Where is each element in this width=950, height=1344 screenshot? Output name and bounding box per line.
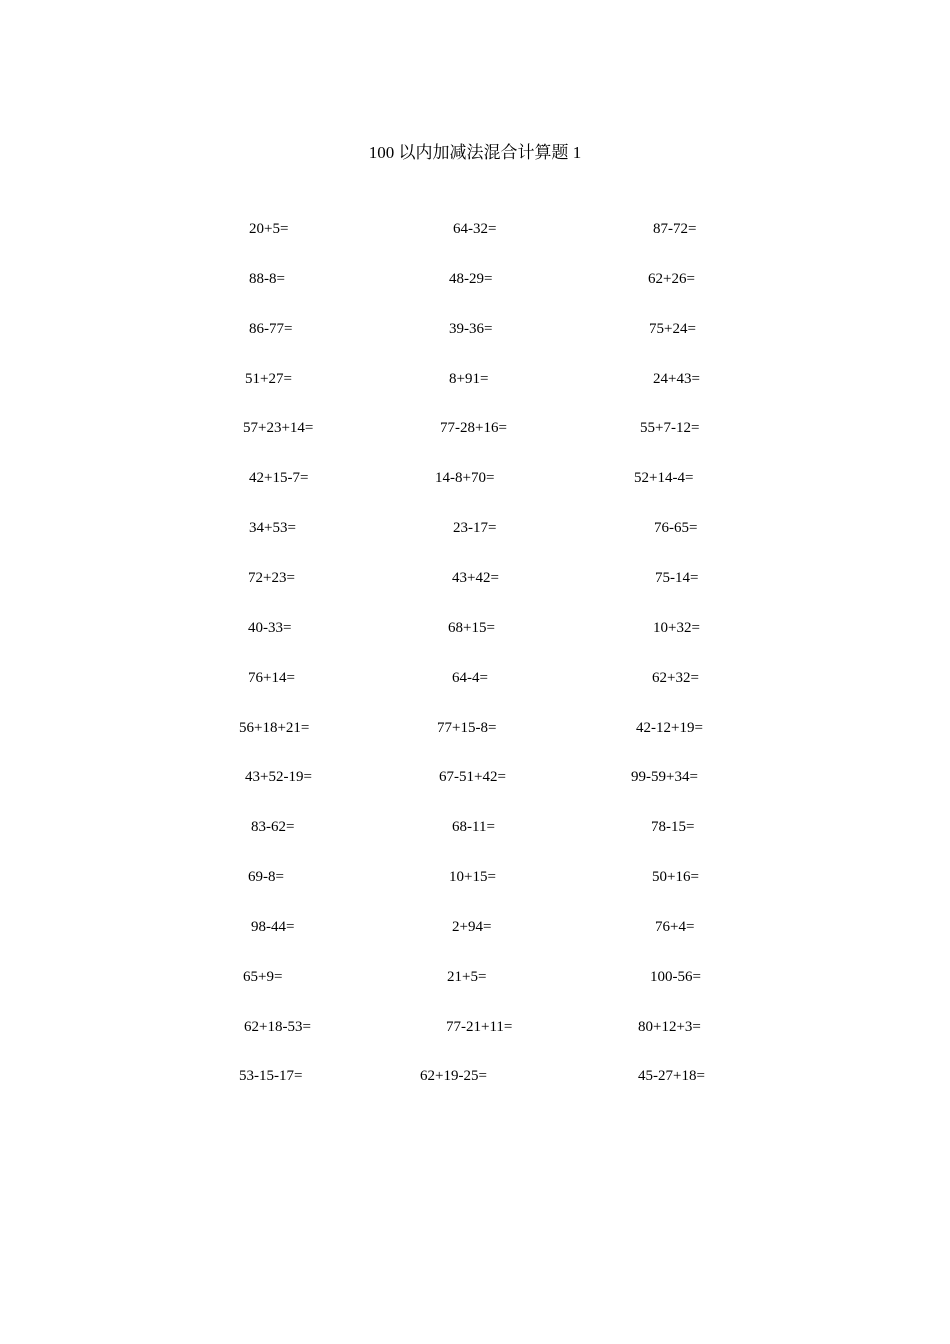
math-problem: 75-14= xyxy=(655,570,699,586)
math-problem: 68+15= xyxy=(448,620,495,636)
math-problem: 75+24= xyxy=(649,321,696,337)
math-problem: 72+23= xyxy=(248,570,295,586)
math-problem: 68-11= xyxy=(452,819,495,835)
math-problem: 64-32= xyxy=(453,221,497,237)
math-problem: 39-36= xyxy=(449,321,493,337)
math-problem: 10+32= xyxy=(653,620,700,636)
math-problem: 88-8= xyxy=(249,271,285,287)
math-problem: 14-8+70= xyxy=(435,470,495,486)
math-problem: 62+19-25= xyxy=(420,1068,487,1084)
math-problem: 50+16= xyxy=(652,869,699,885)
math-problem: 20+5= xyxy=(249,221,289,237)
math-problem: 76+4= xyxy=(655,919,695,935)
page-title: 100 以内加减法混合计算题 1 xyxy=(368,143,582,162)
math-problem: 77+15-8= xyxy=(437,720,497,736)
math-problem: 52+14-4= xyxy=(634,470,694,486)
math-problem: 77-21+11= xyxy=(446,1019,513,1035)
math-problem: 98-44= xyxy=(251,919,295,935)
math-problem: 24+43= xyxy=(653,371,700,387)
math-problem: 86-77= xyxy=(249,321,293,337)
math-problem: 23-17= xyxy=(453,520,497,536)
math-problem: 65+9= xyxy=(243,969,283,985)
math-problem: 43+52-19= xyxy=(245,769,312,785)
math-problem: 99-59+34= xyxy=(631,769,698,785)
math-problem: 8+91= xyxy=(449,371,489,387)
math-problem: 42-12+19= xyxy=(636,720,703,736)
math-problem: 67-51+42= xyxy=(439,769,506,785)
math-problem: 56+18+21= xyxy=(239,720,310,736)
math-problem: 83-62= xyxy=(251,819,295,835)
math-problem: 76+14= xyxy=(248,670,295,686)
math-problem: 34+53= xyxy=(249,520,296,536)
math-problem: 62+26= xyxy=(648,271,695,287)
math-problem: 48-29= xyxy=(449,271,493,287)
math-problem: 42+15-7= xyxy=(249,470,309,486)
math-problem: 80+12+3= xyxy=(638,1019,701,1035)
math-problem: 77-28+16= xyxy=(440,420,507,436)
math-problem: 62+32= xyxy=(652,670,699,686)
math-problem: 64-4= xyxy=(452,670,488,686)
math-problem: 78-15= xyxy=(651,819,695,835)
math-problem: 87-72= xyxy=(653,221,697,237)
math-problem: 57+23+14= xyxy=(243,420,314,436)
math-problem: 43+42= xyxy=(452,570,499,586)
math-problem: 55+7-12= xyxy=(640,420,700,436)
math-problem: 10+15= xyxy=(449,869,496,885)
math-problem: 53-15-17= xyxy=(239,1068,303,1084)
math-problem: 69-8= xyxy=(248,869,284,885)
math-problem: 51+27= xyxy=(245,371,292,387)
math-problem: 76-65= xyxy=(654,520,698,536)
math-problem: 100-56= xyxy=(650,969,701,985)
math-problem: 2+94= xyxy=(452,919,492,935)
math-problem: 40-33= xyxy=(248,620,292,636)
math-problem: 21+5= xyxy=(447,969,487,985)
math-problem: 45-27+18= xyxy=(638,1068,705,1084)
math-problem: 62+18-53= xyxy=(244,1019,311,1035)
